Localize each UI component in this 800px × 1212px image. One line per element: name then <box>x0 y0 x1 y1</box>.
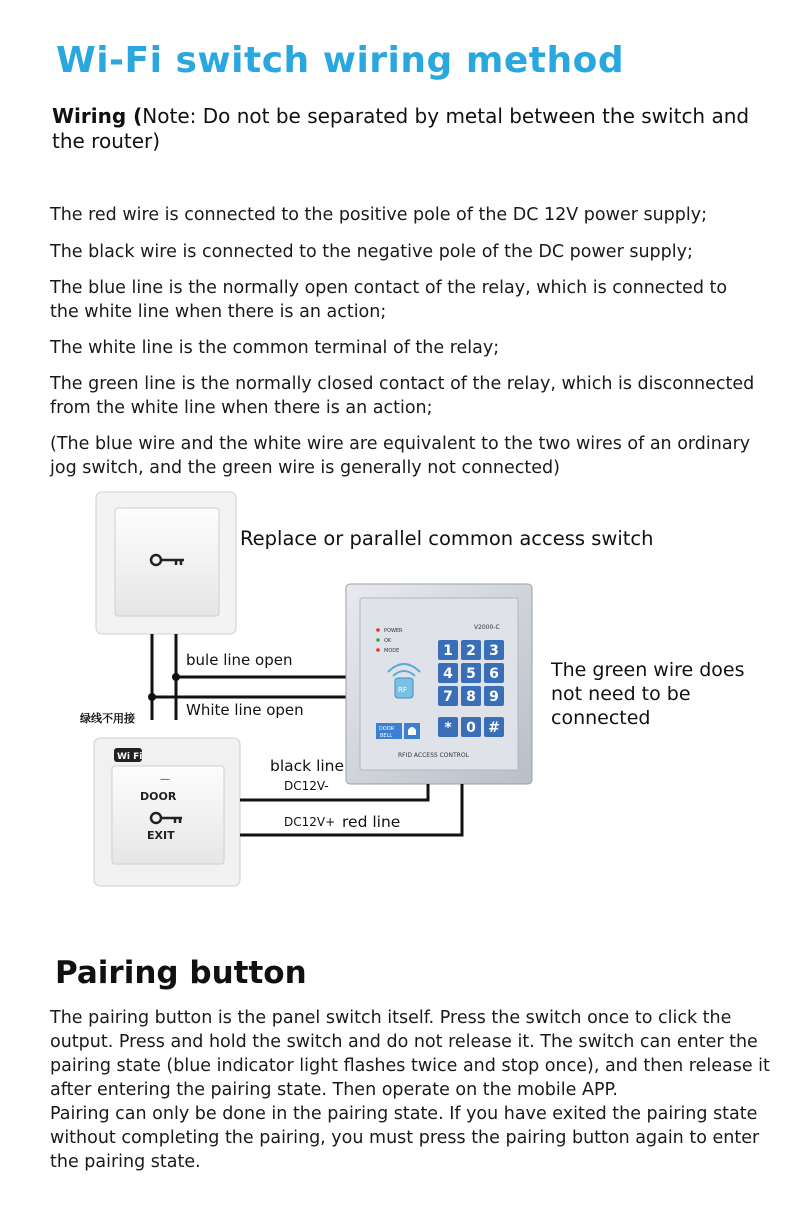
keypad-key <box>461 686 481 706</box>
keypad-key <box>484 686 504 706</box>
switch-dash: — <box>160 774 170 785</box>
keypad-key <box>484 717 504 737</box>
replace-switch-label: Replace or parallel common access switch <box>240 527 654 550</box>
dc-plus-label: DC12V+ <box>284 815 336 829</box>
pairing-text-2: Pairing can only be done in the pairing state. If you have exited the pairing state without completing the pairing, you must press the pairing button again to enter the pairing state. <box>50 1104 760 1172</box>
rf-label: RF <box>398 686 407 694</box>
keypad-key-label: 8 <box>466 689 476 705</box>
green-wire-text: The green line is the normally closed contact of the relay, which is disconnected from the white line when there is an action; <box>50 374 755 418</box>
green-note-3: connected <box>551 707 651 729</box>
indicator-power: POWER <box>384 628 403 634</box>
pairing-title: Pairing button <box>55 955 307 991</box>
keypad-key <box>484 663 504 683</box>
wifi-door-exit-switch <box>94 738 240 886</box>
keypad-key-label: 6 <box>489 666 499 682</box>
keypad-key <box>438 663 458 683</box>
door-label: DOOR <box>140 790 177 803</box>
keypad-key-label: 3 <box>489 643 499 659</box>
pairing-text <box>50 1006 770 1174</box>
doorbell-label-2: BELL <box>380 733 393 739</box>
keypad <box>438 640 504 737</box>
pairing-text-1: The pairing button is the panel switch itself. Press the switch once to click the output. Press and hold the switch and do not release it. The switch can enter the pairing state (blue indicator light flashes twice and stop once), and then release it after entering the pairing state. Then operate on the mobile APP. <box>50 1008 770 1100</box>
page-title: Wi-Fi switch wiring method <box>56 40 625 81</box>
wire-summary-text: (The blue wire and the white wire are equivalent to the two wires of an ordinary jog switch, and the green wire is generally not connected) <box>50 434 751 478</box>
rfid-access-panel <box>346 584 532 784</box>
blue-wire-label: bule line open <box>186 651 293 669</box>
wifi-badge-text: Wi Fi <box>117 752 143 762</box>
black-wire-label: black line <box>270 757 345 775</box>
doorbell-label-1: DOOR <box>379 726 395 732</box>
green-note-2: not need to be <box>551 683 691 705</box>
wiring-label: Wiring ( <box>52 104 143 128</box>
green-note-1: The green wire does <box>551 659 745 681</box>
blue-wire-text: The blue line is the normally open contact of the relay, which is connected to the white line when there is an action; <box>50 278 728 322</box>
keypad-key <box>438 640 458 660</box>
ordinary-access-switch <box>96 492 236 634</box>
keypad-key <box>461 663 481 683</box>
keypad-key-label: 7 <box>443 689 453 705</box>
exit-label: EXIT <box>147 829 175 842</box>
keypad-key-label: # <box>488 720 500 736</box>
white-wire-text: The white line is the common terminal of the relay; <box>50 338 500 358</box>
keypad-key-label: * <box>444 720 452 736</box>
keypad-key <box>438 686 458 706</box>
wiring-note-text: Note: Do not be separated by metal between the switch and the router) <box>52 104 750 153</box>
keypad-key <box>438 717 458 737</box>
keypad-key-label: 9 <box>489 689 499 705</box>
white-wire-label: White line open <box>186 701 304 719</box>
keypad-key-label: 4 <box>443 666 453 682</box>
keypad-key-label: 2 <box>466 643 476 659</box>
indicator-mode: MODE <box>384 648 400 654</box>
red-wire-text: The red wire is connected to the positive pole of the DC 12V power supply; <box>50 205 708 225</box>
dc-minus-label: DC12V- <box>284 779 329 793</box>
doorbell-button <box>376 723 420 739</box>
keypad-key <box>461 640 481 660</box>
keypad-key <box>461 717 481 737</box>
keypad-key-label: 0 <box>466 720 476 736</box>
panel-footer: RFID ACCESS CONTROL <box>398 752 469 759</box>
indicator-ok: OK <box>384 638 392 644</box>
keypad-key-label: 5 <box>466 666 476 682</box>
black-wire-text: The black wire is connected to the negative pole of the DC power supply; <box>50 242 693 262</box>
green-note-cn: 绿线不用接 <box>80 712 135 725</box>
keypad-key-label: 1 <box>443 643 453 659</box>
panel-model: V2000-C <box>474 624 500 631</box>
wiring-note <box>52 104 762 154</box>
wiring-diagram <box>0 480 800 900</box>
red-wire-label: red line <box>342 813 401 831</box>
keypad-key <box>484 640 504 660</box>
